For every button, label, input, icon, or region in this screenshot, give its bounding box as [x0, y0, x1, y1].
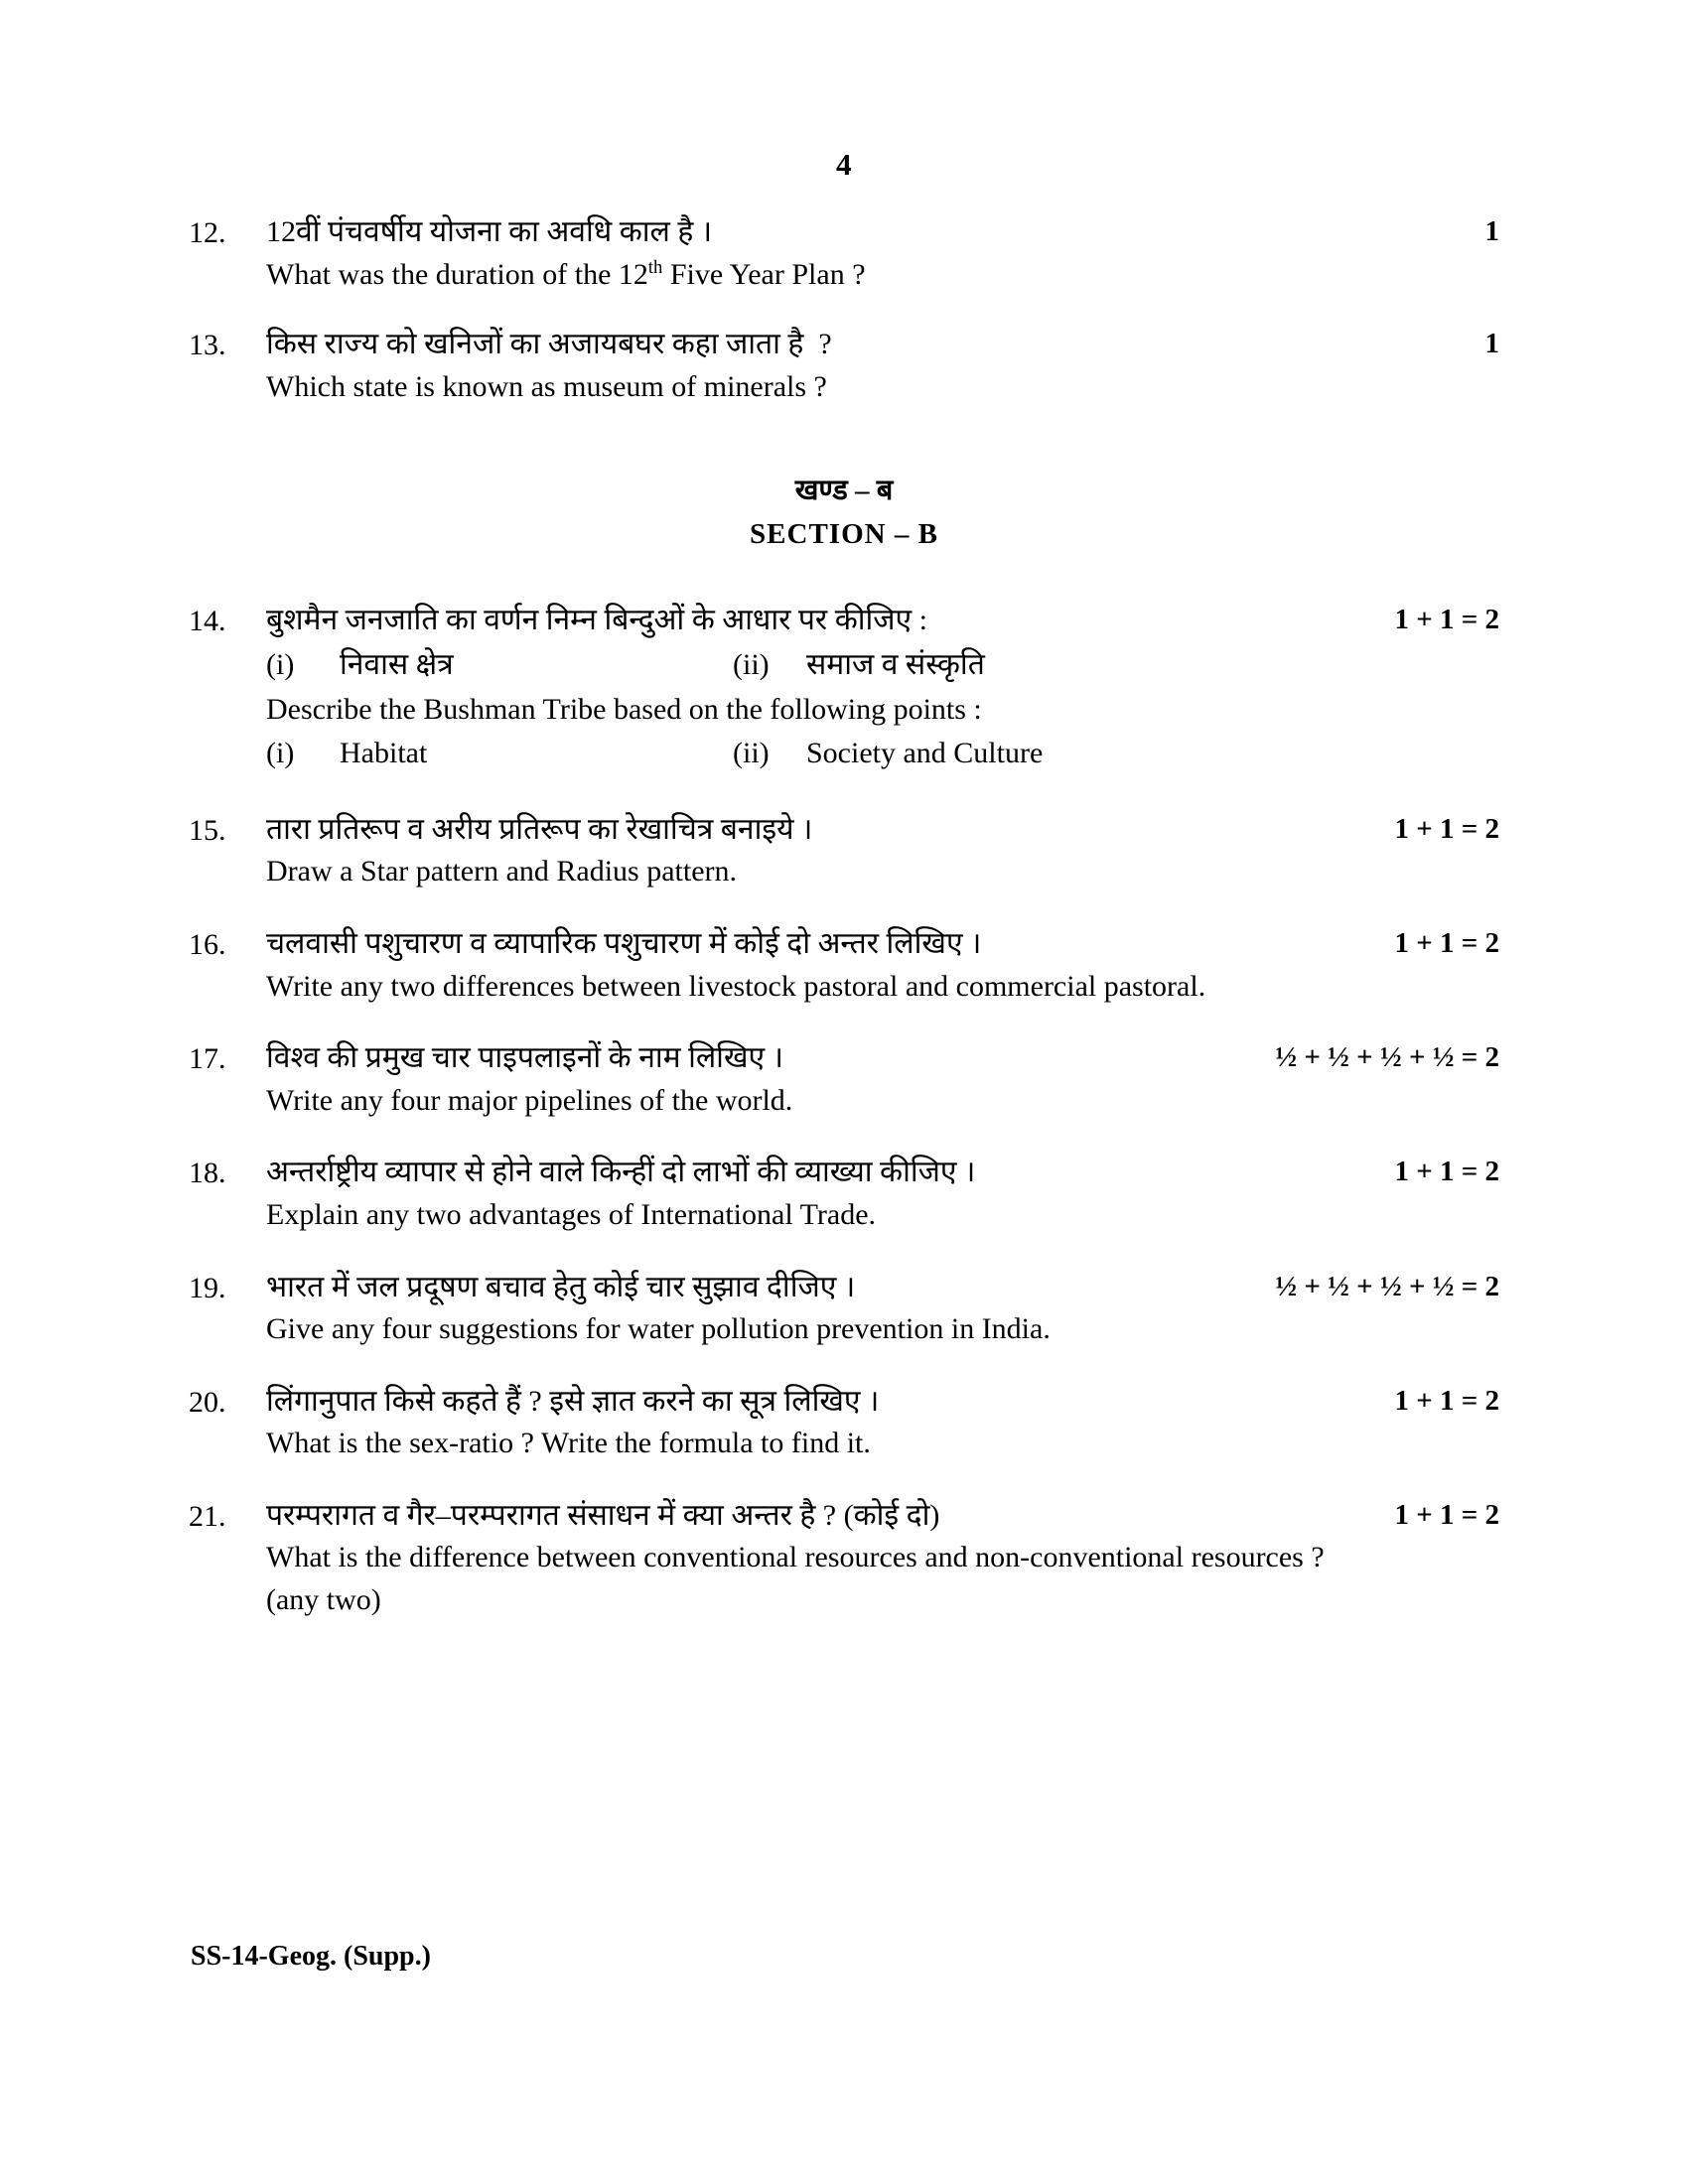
- section-heading: [189, 470, 1499, 556]
- question-text-hindi: 12वीं पंचवर्षीय योजना का अवधि काल है ।: [266, 215, 713, 248]
- question-item-14: [189, 600, 1499, 774]
- question-text-english: [266, 254, 1253, 297]
- question-marks: 1 + 1 = 2: [1394, 1156, 1499, 1188]
- sub-point-text: निवास क्षेत्र: [340, 647, 454, 681]
- question-item-21: [189, 1495, 1499, 1622]
- question-marks: 1 + 1 = 2: [1394, 1384, 1499, 1417]
- question-marks: 1 + 1 = 2: [1394, 604, 1499, 636]
- question-item-19: [189, 1267, 1499, 1351]
- question-text-hindi: बुशमैन जनजाति का वर्णन निम्न बिन्दुओं के आधार पर कीजिए :: [266, 604, 927, 637]
- page-number: 4: [836, 147, 852, 182]
- question-marks: ½ + ½ + ½ + ½ = 2: [1275, 1041, 1499, 1074]
- question-marks: 1 + 1 = 2: [1394, 812, 1499, 845]
- question-item-12: [189, 211, 1499, 296]
- question-marks: 1: [1484, 215, 1499, 247]
- question-item-15: [189, 809, 1499, 893]
- question-marks: 1 + 1 = 2: [1394, 926, 1499, 959]
- question-text-english: Draw a Star pattern and Radius pattern.: [266, 855, 738, 888]
- question-marks: ½ + ½ + ½ + ½ = 2: [1275, 1270, 1499, 1302]
- question-text-english: What is the sex-ratio ? Write the formula to find it.: [266, 1427, 871, 1460]
- question-text-english: What is the difference between conventional resources and non-conventional resources ? (any two): [266, 1541, 1333, 1617]
- sub-point-hindi-ii: [733, 644, 1253, 687]
- question-text-english: Give any four suggestions for water pollution prevention in India.: [266, 1312, 1051, 1346]
- question-text-english: Describe the Bushman Tribe based on the following points :: [266, 692, 982, 726]
- questions-container: [189, 211, 1499, 1622]
- question-text-english: Which state is known as museum of minerals ?: [266, 369, 827, 403]
- question-text-hindi: परम्परागत व गैर–परम्परागत संसाधन में क्या अन्तर है ? (कोई दो): [266, 1498, 940, 1532]
- question-marks: 1 + 1 = 2: [1394, 1498, 1499, 1531]
- question-text-hindi: तारा प्रतिरूप व अरीय प्रतिरूप का रेखाचित्र बनाइये ।: [266, 812, 813, 846]
- question-english-pre: What was the duration of the 12: [266, 257, 648, 291]
- question-item-16: [189, 923, 1499, 1008]
- sub-points-english: [266, 733, 1253, 775]
- sub-point-text: Habitat: [340, 737, 428, 770]
- question-number: 17.: [189, 1042, 226, 1076]
- question-number: 13.: [189, 329, 226, 362]
- sub-point-text: Society and Culture: [806, 737, 1044, 770]
- question-number: 12.: [189, 216, 226, 249]
- question-number: 14.: [189, 605, 226, 638]
- question-number: 20.: [189, 1385, 226, 1419]
- sub-point-label: (i): [266, 647, 295, 681]
- question-item-17: [189, 1037, 1499, 1122]
- question-number: 16.: [189, 927, 226, 961]
- sub-point-label: (ii): [733, 737, 770, 770]
- ordinal-superscript: th: [647, 256, 663, 278]
- sub-points-hindi: [266, 644, 1253, 687]
- question-text-english: Explain any two advantages of International Trade.: [266, 1197, 877, 1231]
- question-number: 19.: [189, 1271, 226, 1304]
- question-text-english: Write any two differences between livestock pastoral and commercial pastoral.: [266, 969, 1206, 1003]
- sub-point-label: (ii): [733, 647, 770, 681]
- question-text-hindi: अन्तर्राष्ट्रीय व्यापार से होने वाले किन्हीं दो लाभों की व्याख्या कीजिए ।: [266, 1156, 976, 1189]
- question-text-hindi: विश्व की प्रमुख चार पाइपलाइनों के नाम लिखिए ।: [266, 1041, 783, 1075]
- section-heading-hindi: खण्ड – ब: [794, 475, 894, 507]
- question-text-hindi: भारत में जल प्रदूषण बचाव हेतु कोई चार सुझाव दीजिए ।: [266, 1270, 856, 1303]
- question-number: 15.: [189, 813, 226, 847]
- question-number: 21.: [189, 1499, 226, 1533]
- question-item-20: [189, 1381, 1499, 1465]
- question-text-hindi: किस राज्य को खनिजों का अजायबघर कहा जाता है ?: [266, 328, 832, 361]
- question-text-hindi: लिंगानुपात किसे कहते हैं ? इसे ज्ञात करने का सूत्र लिखिए ।: [266, 1384, 880, 1418]
- question-text-english: Write any four major pipelines of the world.: [266, 1083, 793, 1117]
- question-item-18: [189, 1152, 1499, 1236]
- sub-point-english-ii: [733, 733, 1253, 775]
- question-english-post: Five Year Plan ?: [662, 257, 866, 291]
- sub-point-english-i: [266, 733, 733, 775]
- sub-point-text: समाज व संस्कृति: [806, 647, 985, 681]
- question-text-hindi: चलवासी पशुचारण व व्यापारिक पशुचारण में कोई दो अन्तर लिखिए ।: [266, 926, 982, 960]
- section-heading-english: SECTION – B: [750, 517, 938, 550]
- question-number: 18.: [189, 1157, 226, 1190]
- question-item-13: [189, 324, 1499, 408]
- sub-point-hindi-i: [266, 644, 733, 687]
- sub-point-label: (i): [266, 737, 295, 770]
- paper-code-footer: SS-14-Geog. (Supp.): [191, 1941, 431, 1972]
- question-marks: 1: [1484, 328, 1499, 360]
